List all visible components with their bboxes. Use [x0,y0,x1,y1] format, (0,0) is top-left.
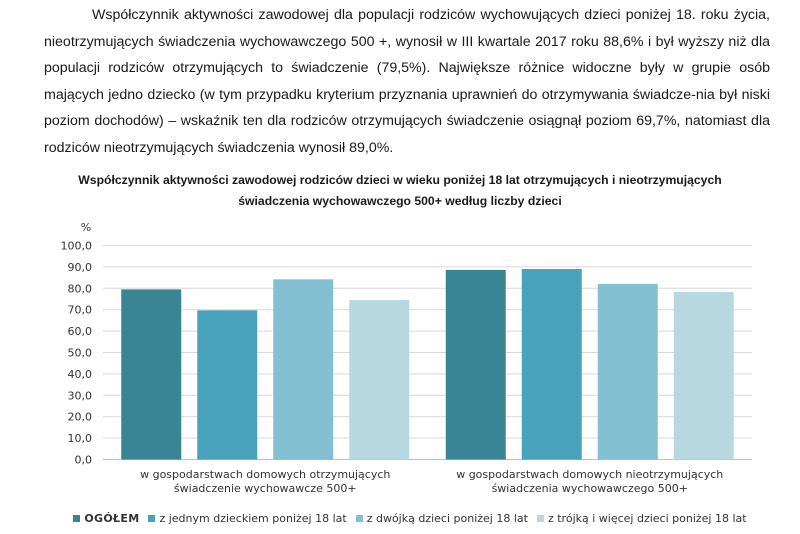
legend-item [73,512,139,525]
y-tick-label: 10,0 [67,432,92,446]
bar-2-2 [522,269,582,459]
y-tick-label: 40,0 [67,367,92,381]
y-tick-label: 80,0 [67,282,92,296]
bar-1-1 [121,289,181,459]
y-tick-label: 60,0 [67,325,92,339]
bar-2-4 [674,292,734,460]
y-tick-label: 30,0 [67,389,92,403]
y-axis-label: % [80,221,92,234]
bar-2-3 [598,284,658,459]
x-category-label: w gospodarstwach domowych otrzymujących [140,468,391,481]
y-axis-tick-labels [61,240,93,467]
bar-2-1 [446,270,506,460]
y-tick-label: 100,0 [60,239,92,253]
legend-swatch [148,515,155,522]
bar-1-2 [197,310,257,459]
x-axis-category-labels [140,468,723,495]
x-category-label: świadczenia wychowawczego 500+ [491,482,688,495]
legend-label: z dwójką dzieci poniżej 18 lat [366,512,528,525]
legend-item [356,512,528,525]
legend-item [537,512,747,525]
chart-bars [121,269,734,459]
legend-label: z jednym dzieckiem poniżej 18 lat [159,512,347,525]
legend-label: z trójką i więcej dzieci poniżej 18 lat [547,512,747,525]
paragraph-text: Współczynnik aktywności zawodowej dla populacji rodziców wychowujących dzieci poniżej 18. roku życia, nieotrzymujących świadczenia wychowawczego 500 +, wynosił w III kwartale 2017 roku 88,6% i był wyższy niż dla populacji rodziców otrzymujących to świadczenie (79,5%). Największe różnice widoczne były w grupie osób mających jedno dziecko (w tym przypadku kryterium przyznania uprawnień do otrzymywania świadcze-nia był niski poziom dochodów) – wskaźnik ten dla rodziców otrzymujących świadczenie osiągnął poziom 69,7%, natomiast dla rodziców nieotrzymujących świadczenia wynosił 89,0%. [44,7,770,156]
y-tick-label: 50,0 [67,346,92,360]
legend-swatch [73,515,80,522]
y-tick-label: 20,0 [67,410,92,424]
chart-title-line-1: Współczynnik aktywności zawodowej rodziców dzieci w wieku poniżej 18 lat otrzymujących i nieotrzymujących [78,173,722,187]
legend-swatch [356,515,363,522]
chart-title-line-2: świadczenia wychowawczego 500+ według liczby dzieci [238,194,562,208]
y-tick-label: 70,0 [67,303,92,317]
y-tick-label: 90,0 [67,260,92,274]
chart-legend [40,512,780,525]
bar-1-4 [349,300,409,459]
y-tick-label: 0,0 [74,453,92,467]
x-category-label: świadczenie wychowawcze 500+ [173,482,357,495]
legend-item [148,512,346,525]
legend-label: OGÓŁEM [84,512,140,525]
legend-swatch [537,515,544,522]
x-category-label: w gospodarstwach domowych nieotrzymujących [456,468,724,481]
bar-1-3 [273,279,333,459]
